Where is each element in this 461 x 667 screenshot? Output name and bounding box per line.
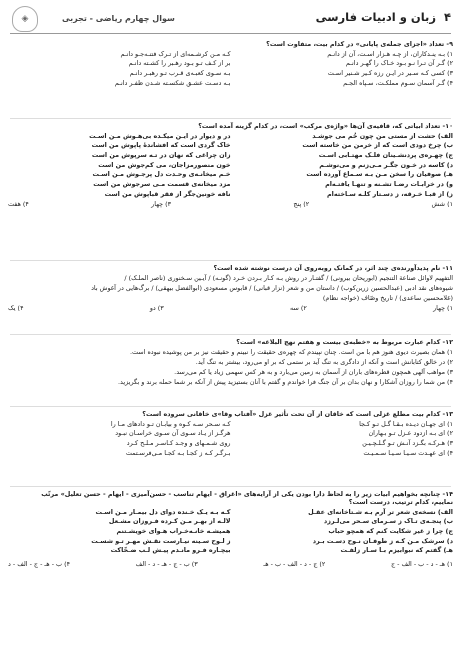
option-1: ۱) چهار [433, 304, 453, 312]
option-row: ۴) ای عهـدت سـیـا سـیـا سـمـیـت بـرگـر کـه ز کجـا بـه کجـا مـی‌فرسـتمت [125, 448, 453, 457]
verse-row: ب) چرخ دودی است که از خرمن من خاسته است خاک گردی است که افشاندهٔ پاپوش من است [91, 141, 453, 150]
option-2: ۲) پنج [293, 199, 310, 208]
answer-option: ۳) مواهب آلهی همچون قطره‌های باران از آسمان به زمین می‌بارد و به هر کس سهمی زیاد یا کم می‌رسد. [174, 368, 453, 376]
option-3: ۳) دو [149, 304, 164, 312]
option-4: ۴) هفت [8, 199, 29, 208]
option-row: ۴) گـر آسمان سـوم مملکـت، سـپاه الجـم بـه دسـت عشـق شکسـته شـدن ظفـر دانـم [114, 78, 453, 87]
question-12 [8, 338, 453, 386]
question-title: ۱۲- کدام عبارت مربوط به «خطبه‌ی بیست و هفتم نهج البلاغه» است؟ [236, 338, 453, 346]
option-2: ۲) سه [290, 304, 307, 312]
option-2: ۲) ج - د - الف - ب - هـ [263, 560, 326, 569]
answer-option: ۲) در خالق کتابانش است و آنکه از دادگری به تنگ آید بر ستمی که بر او می‌رود، بیشتر به تنگ آید. [195, 358, 453, 366]
question-text: التفهیم لاوائل صناعة التنجیم (ابوریحان بیرونی) / گفتـار در روش بـه کـار بـردن خـرد (گونـه) / آیـین سـخنوری (ناصر الملـک) / [124, 274, 453, 282]
option-1: ۱) شش [431, 199, 453, 208]
section-label: سوال چهارم ریاضی - تجربی [62, 14, 175, 23]
verse-row: الف) نسخه‌ی شعر تر آرم بـه شـتاخانه‌ای عقـل کـه بـه یـک خـنده دوای دل بیمـار مـن اسـت [95, 507, 453, 516]
answer-option: ۱) همان بصیرت دیوی هنوز هم با من است. چنان نپیندم که چهره‌ی حقیقت را نبینم و حقیقت نیز بر من پوشیده نبوده است. [129, 348, 453, 356]
question-title: ۱۰- تعداد ابیاتی که، قافیه‌ی آن‌ها «واژه‌ی مرکب» است، در کدام گزینه آمده است؟ [198, 122, 453, 130]
verse-row: هـ) گفتم که نبوابیزم بـا سـار زلفـت بیچـاره فـرو مانـدم پیـش لـب ضـحّاکت [110, 546, 453, 555]
question-title: ۱۱- نام پدیدآورنده‌ی چند اثر، در کمانک روبه‌روی آن درست نوشته شده است؟ [213, 264, 453, 272]
option-row: ۱) ای جهـان دیـده بـقـا گـل تـو کـجا کـه سـحر سـه کـوه و بیابـان تـو دادهای مـا را [110, 419, 453, 428]
question-14 [8, 490, 453, 568]
option-row: ۳) کسی کـه سـیر در ایـن رزه کـیر شـنیر اسـت بـه سـوی کعبـه‌ی قـرب تـو رهبـر دانـم [129, 69, 453, 78]
answer-options [8, 560, 453, 568]
question-11 [8, 264, 453, 312]
question-title: ۹- تعداد «اجزای جمله‌ی پایانی» در کدام بیت، متفاوت است؟ [266, 40, 453, 48]
option-4: ۴) یک [8, 304, 24, 312]
verse-row: ب) پنجـه‌ی تـاک ز سـرمای سـحر می‌لـرزد لالـه از بهـر مـن کـرده فـروزان مشـعل [108, 517, 453, 526]
verse-row: هـ) صوفیان را سخن مـن بـه سـماع آورده است خـم میخانـه‌ی وحـدت دل پرجـوش مـن اسـت [92, 170, 453, 179]
answer-options [8, 304, 453, 312]
option-1: ۱) هـ - د - ب - الف - ج [390, 560, 453, 569]
verse-row: الف) حشت از مستی من چون خُم می جوشـد در و دیوار در ایـن میکـده بی‌هـوش مـن اسـت [89, 131, 453, 140]
option-3: ۳) چهار [151, 199, 172, 208]
option-row: ۳) هـرکـه بگـزد آنـش تـو گـلـچـیـن روی شـمـهای و وجـد کـاسـر مـلـح کـرد [126, 439, 453, 448]
verse-row: و) در خرابـات رضـا تشـنه و تنهـا یافتـه‌ام مزد میخانه‌ی قسمت مـی سرجوش من است [93, 180, 453, 189]
verse-row: ز) از قبـا خـرقه، ز دسـتار کلـه سـاخته‌ام نافه خونین‌جگر از فقر قباپوش من است [104, 189, 453, 198]
option-3: ۳) ب - ج - هـ - د - الف [135, 560, 198, 569]
option-4: ۴) ب - هـ - ج - الف - د [8, 560, 71, 569]
verse-row: د) کاسه در خـون جگـر مـی‌زنم و می‌نوشـم خون منصورمزاجان، می کم‌جوش من است [98, 160, 453, 169]
answer-options [8, 200, 453, 208]
question-subtitle: نماییم، کدام ترتیب، درست است؟ [348, 498, 453, 506]
question-title: ۱۳- کدام بیت مطلع غزلی است که خاقان از آن تحت تأثیر غزل «آفتاب وقا»ی خاقانی سروده است؟ [142, 410, 453, 418]
verse-row: ج) چرا ز غیر شکایت کنم که همچو حباب همیشـه خانـه‌خـراب هـوای خویشـتنم [116, 527, 453, 536]
question-13 [8, 410, 453, 458]
option-row: ۲) گـر آن تـرا نـو بـود خـاک را گهـر دانـم بر از کـف تـو بـود رهـبر را کشـته دانـم [128, 59, 453, 68]
question-text: شیوه‌های نقد ادبی (عبدالحسین زرین‌کوب) / داستان من و شعر (نزار قبانی) / قابوس مسعودی (ابوالفضل بیهقی) / برگ‌هایی در آغوش باد [91, 284, 453, 292]
verse-row: د) سرشک مـن کـه ز طوفـان نـوح دسـت بـرد ز لـوح سـینه نیـارست نقـش مهـر تـو شسـت [91, 536, 453, 545]
verse-row: ج) چهـره‌ی پردنشـینان فلـک مهتـابی اسـت زان چراغی که نهان در تـه سرپوش من است [91, 151, 453, 160]
question-text: (غلامحسین ساعدی) / تاریخ وصّاف (خواجه نظام) [322, 294, 453, 302]
question-9 [8, 40, 453, 88]
logo-icon: ◈ [12, 6, 38, 32]
page-header [10, 6, 451, 32]
question-10 [8, 122, 453, 208]
answer-option: ۴) من شما را روزان آشکارا و نهان بدان بر آن جنگ فرا خواندم و گفتم با آنان بستیزید پیش از آنکه بر شما حمله برند و بگریزید. [117, 378, 453, 386]
page-title: ۴ زبان و ادبیات فارسی [315, 10, 451, 24]
header-divider [10, 33, 451, 34]
question-title: ۱۴- چنانچه بخواهیم ابیات زیر را به لحاظ دارا بودن یکی از آرایه‌های «اغراق - ایهام تناسب - حسن‌آمیزی - ایهام - حسن تعلیل» مرتّب [41, 490, 453, 498]
option-row: ۲) ای بـه ازدود عـزل تـو بـهاران هرگـز از یـاد سـوی آن سـوی خراسـان نبـود [115, 429, 453, 438]
option-row: ۱) بـه ینـدکاران، از چـه هـزار اسـت، آن از دانـم کـه مـن کرشـمه‌ای از تـرک فتنـه‌جـو دانـم [120, 49, 453, 58]
